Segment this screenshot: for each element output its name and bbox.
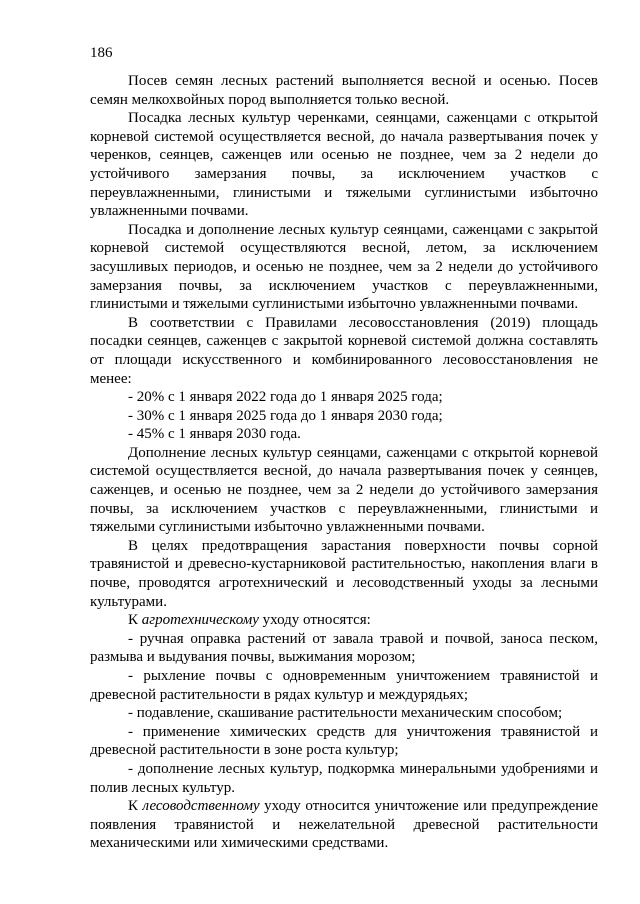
paragraph	[90, 611, 598, 630]
paragraph-text: К	[128, 798, 143, 815]
list-item: - рыхление почвы с одновременным уничтожением травянистой и древесной растительности в рядах культур и междурядьях;	[90, 668, 598, 703]
list-item: - подавление, скашивание растительности механическим способом;	[128, 705, 563, 722]
emphasized-term: лесоводственному	[142, 798, 260, 815]
paragraph: Посев семян лесных растений выполняется весной и осенью. Посев семян мелкохвойных пород выполняется только весной.	[90, 73, 598, 108]
paragraph: Посадка и дополнение лесных культур сеянцами, саженцами с закрытой корневой системой осуществляются весной, летом, за исключением засушливых периодов, и осенью не позднее, чем за 2 недели до устойчивого замерзания почвы, за исключением участков с переувлажненными, глинистыми и тяжелыми суглинистыми избыточно увлажненными почвами.	[90, 221, 598, 313]
paragraph: Дополнение лесных культур сеянцами, саженцами с открытой корневой системой осуществляется весной, до начала развертывания почек у сеянцев, саженцев, и осенью не позднее, чем за 2 недели до устойчивого замерзания почвы, за исключением участков с переувлажненными, глинистыми и тяжелыми суглинистыми избыточно увлажненными почвами.	[90, 444, 598, 536]
paragraph: В соответствии с Правилами лесовосстановления (2019) площадь посадки сеянцев, саженцев с закрытой корневой системой должна составлять от площади искусственного и комбинированного лесовосстановления не менее:	[90, 314, 598, 387]
page-number: 186	[90, 45, 113, 61]
list-item: - 20% с 1 января 2022 года до 1 января 2025 года;	[128, 389, 443, 406]
list-item: - 30% с 1 января 2025 года до 1 января 2030 года;	[128, 407, 443, 424]
paragraph-text: К	[128, 612, 142, 629]
list-item: - 45% с 1 января 2030 года.	[128, 426, 301, 443]
paragraph-text: уходу относится уничтожение или предупреждение появления травянистой и нежелательной древесной растительности механическими или химическими средствами.	[90, 798, 598, 852]
paragraph	[90, 797, 598, 853]
list-item: - применение химических средств для уничтожения травянистой и древесной растительности в зоне роста культур;	[90, 723, 598, 759]
paragraph-text: уходу относятся:	[258, 612, 371, 629]
paragraph: Посадка лесных культур черенками, сеянцами, саженцами с открытой корневой системой осуществляется весной, до начала развертывания почек у черенков, сеянцев, саженцев или осенью не позднее, чем за 2 недели до устойчивого замерзания почвы, за исключением участков с переувлажненными, глинистыми и тяжелыми суглинистыми избыточно увлажненными почвами.	[90, 110, 598, 220]
paragraph: В целях предотвращения зарастания поверхности почвы сорной травянистой и древесно-кустарниковой растительностью, накопления влаги в почве, проводятся агротехнический и лесоводственный уходы за лесными культурами.	[90, 537, 598, 610]
list-item: - ручная оправка растений от завала травой и почвой, заноса песком, размыва и выдувания почвы, выжимания морозом;	[90, 630, 598, 666]
body-text	[90, 72, 598, 853]
list-item: - дополнение лесных культур, подкормка минеральными удобрениями и полив лесных культур.	[90, 760, 598, 796]
emphasized-term: агротехническому	[141, 612, 259, 629]
